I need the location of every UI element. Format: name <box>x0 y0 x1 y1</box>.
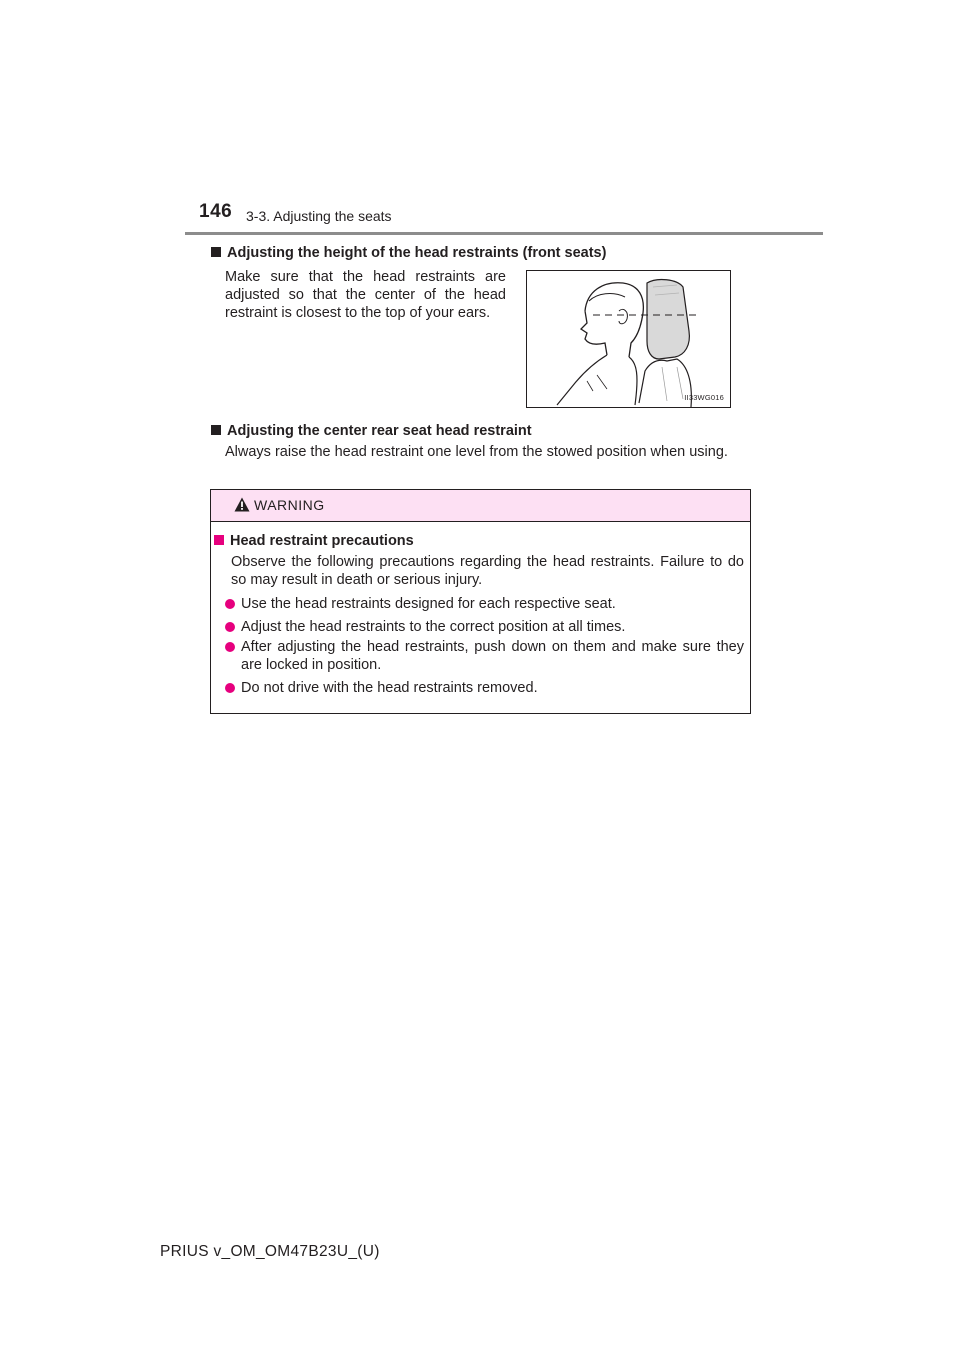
page-number: 146 <box>199 201 233 222</box>
bullet-dot-icon <box>225 683 235 693</box>
warning-list-item <box>225 679 744 697</box>
warning-list-item-text: Do not drive with the head restraints removed. <box>241 680 538 696</box>
head-restraint-illustration-drawing <box>527 271 732 409</box>
square-bullet-icon <box>214 535 224 545</box>
warning-list-item <box>225 618 744 636</box>
bullet-dot-icon <box>225 599 235 609</box>
bullet-dot-icon <box>225 622 235 632</box>
warning-list-item <box>225 595 744 613</box>
rear-head-restraint-text: Always raise the head restraint one level from the stowed position when using. <box>225 444 728 460</box>
front-head-restraint-heading-text: Adjusting the height of the head restraints (front seats) <box>227 245 607 261</box>
square-bullet-icon <box>211 247 221 257</box>
square-bullet-icon <box>211 425 221 435</box>
front-head-restraint-text: Make sure that the head restraints are adjusted so that the center of the head restraint is closest to the top of your ears. <box>225 269 506 321</box>
warning-title: WARNING <box>254 497 325 513</box>
warning-heading <box>214 533 414 549</box>
rear-head-restraint-heading <box>211 423 532 439</box>
bullet-dot-icon <box>225 642 235 652</box>
warning-box <box>210 489 751 714</box>
warning-list-item-text: After adjusting the head restraints, push down on them and make sure they are locked in position. <box>241 639 744 673</box>
warning-triangle-icon <box>234 497 250 512</box>
warning-heading-text: Head restraint precautions <box>230 533 414 549</box>
warning-list-item <box>225 638 744 674</box>
warning-intro: Observe the following precautions regarding the head restraints. Failure to do so may result in death or serious injury. <box>231 554 744 588</box>
warning-list-item-text: Use the head restraints designed for each respective seat. <box>241 596 616 612</box>
warning-header <box>211 490 750 522</box>
document-id-footer: PRIUS v_OM_OM47B23U_(U) <box>160 1243 380 1260</box>
rear-head-restraint-heading-text: Adjusting the center rear seat head restraint <box>227 423 532 439</box>
front-head-restraint-heading <box>211 245 606 261</box>
head-restraint-illustration <box>526 270 731 408</box>
section-title: 3-3. Adjusting the seats <box>246 208 392 224</box>
header-divider <box>185 232 823 235</box>
figure-code: II33WG016 <box>684 393 724 402</box>
warning-list-item-text: Adjust the head restraints to the correct position at all times. <box>241 619 626 635</box>
